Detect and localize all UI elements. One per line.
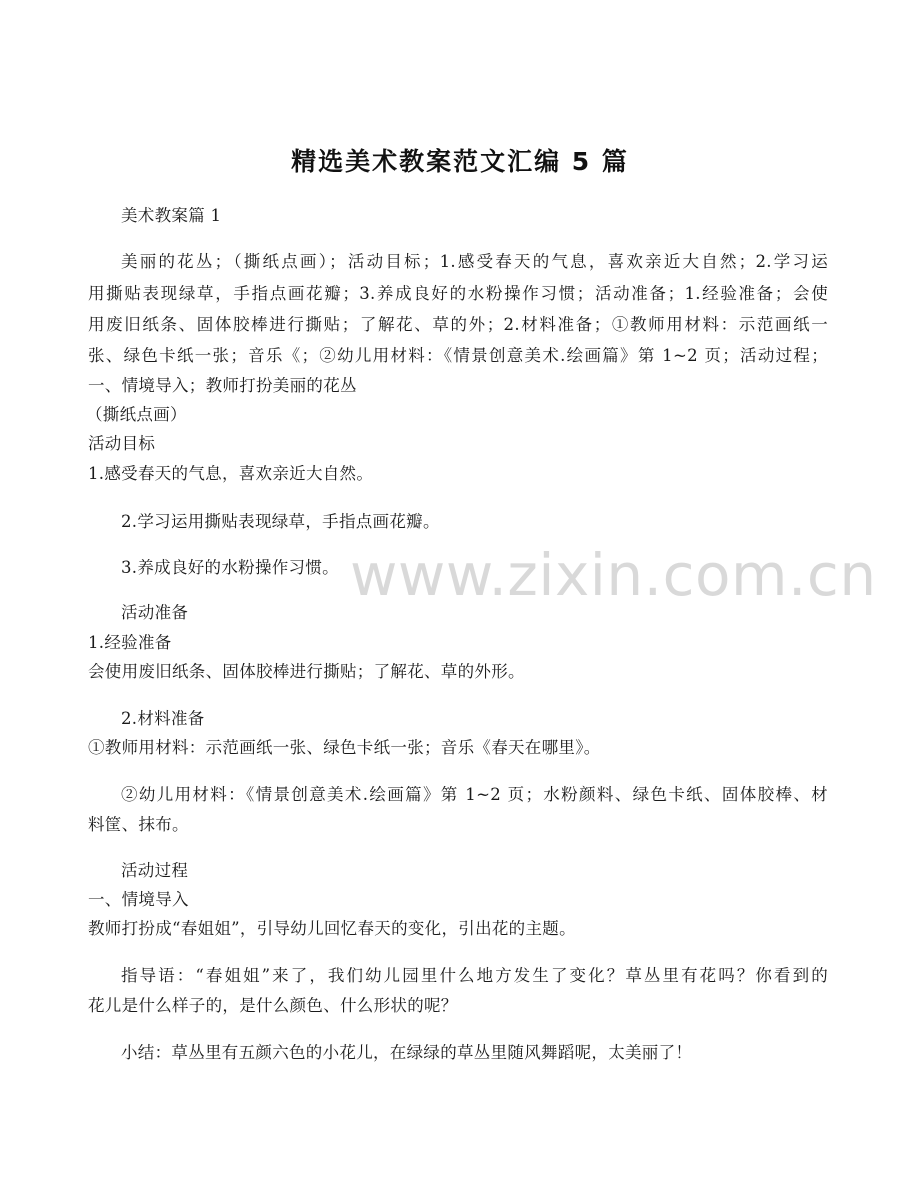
paragraph-line: 1.感受春天的气息，喜欢亲近大自然。: [88, 464, 374, 483]
paragraph-line: 2.材料准备: [121, 709, 205, 728]
paragraph-line: 活动目标: [88, 434, 156, 453]
paragraph-line: 花儿是什么样子的，是什么颜色、什么形状的呢？: [88, 996, 458, 1015]
paragraph-line: 张、绿色卡纸一张；音乐《；②幼儿用材料：《情景创意美术.绘画篇》第 1~2 页；活动过程；: [88, 346, 828, 365]
paragraph-line: 1.经验准备: [88, 633, 172, 652]
section-heading: 美术教案篇 1: [121, 206, 222, 225]
paragraph-line: 美丽的花丛；（撕纸点画）；活动目标；1.感受春天的气息，喜欢亲近大自然；2.学习运: [121, 252, 828, 271]
paragraph-line: （撕纸点画）: [86, 405, 187, 424]
paragraph-line: 2.学习运用撕贴表现绿草，手指点画花瓣。: [121, 512, 440, 531]
paragraph-line: 一、情境导入；教师打扮美丽的花丛: [88, 376, 357, 395]
section-heading: 活动过程: [121, 861, 189, 880]
paragraph-line: 一、情境导入: [88, 890, 189, 909]
paragraph-line: 会使用废旧纸条、固体胶棒进行撕贴；了解花、草的外形。: [88, 662, 525, 681]
paragraph-line: 教师打扮成“春姐姐”，引导幼儿回忆春天的变化，引出花的主题。: [88, 919, 576, 938]
paragraph-line: 小结：草丛里有五颜六色的小花儿，在绿绿的草丛里随风舞蹈呢，太美丽了！: [121, 1043, 693, 1062]
section-heading: 活动准备: [121, 603, 189, 622]
paragraph-line: 3.养成良好的水粉操作习惯。: [121, 558, 339, 577]
paragraph-line: 用撕贴表现绿草，手指点画花瓣；3.养成良好的水粉操作习惯；活动准备；1.经验准备；会使: [88, 284, 828, 303]
paragraph-line: 料筐、抹布。: [88, 815, 189, 834]
paragraph-line: 指导语：“春姐姐”来了，我们幼儿园里什么地方发生了变化？草丛里有花吗？你看到的: [121, 966, 828, 985]
document-title: 精选美术教案范文汇编 5 篇: [291, 147, 629, 176]
watermark: www.zixin.com.cn: [350, 541, 877, 609]
paragraph-line: 用废旧纸条、固体胶棒进行撕贴；了解花、草的外；2.材料准备；①教师用材料：示范画纸一: [88, 315, 828, 334]
paragraph-line: ②幼儿用材料：《情景创意美术.绘画篇》第 1~2 页；水粉颜料、绿色卡纸、固体胶棒、材: [121, 785, 828, 804]
paragraph-line: ①教师用材料：示范画纸一张、绿色卡纸一张；音乐《春天在哪里》。: [88, 738, 601, 757]
